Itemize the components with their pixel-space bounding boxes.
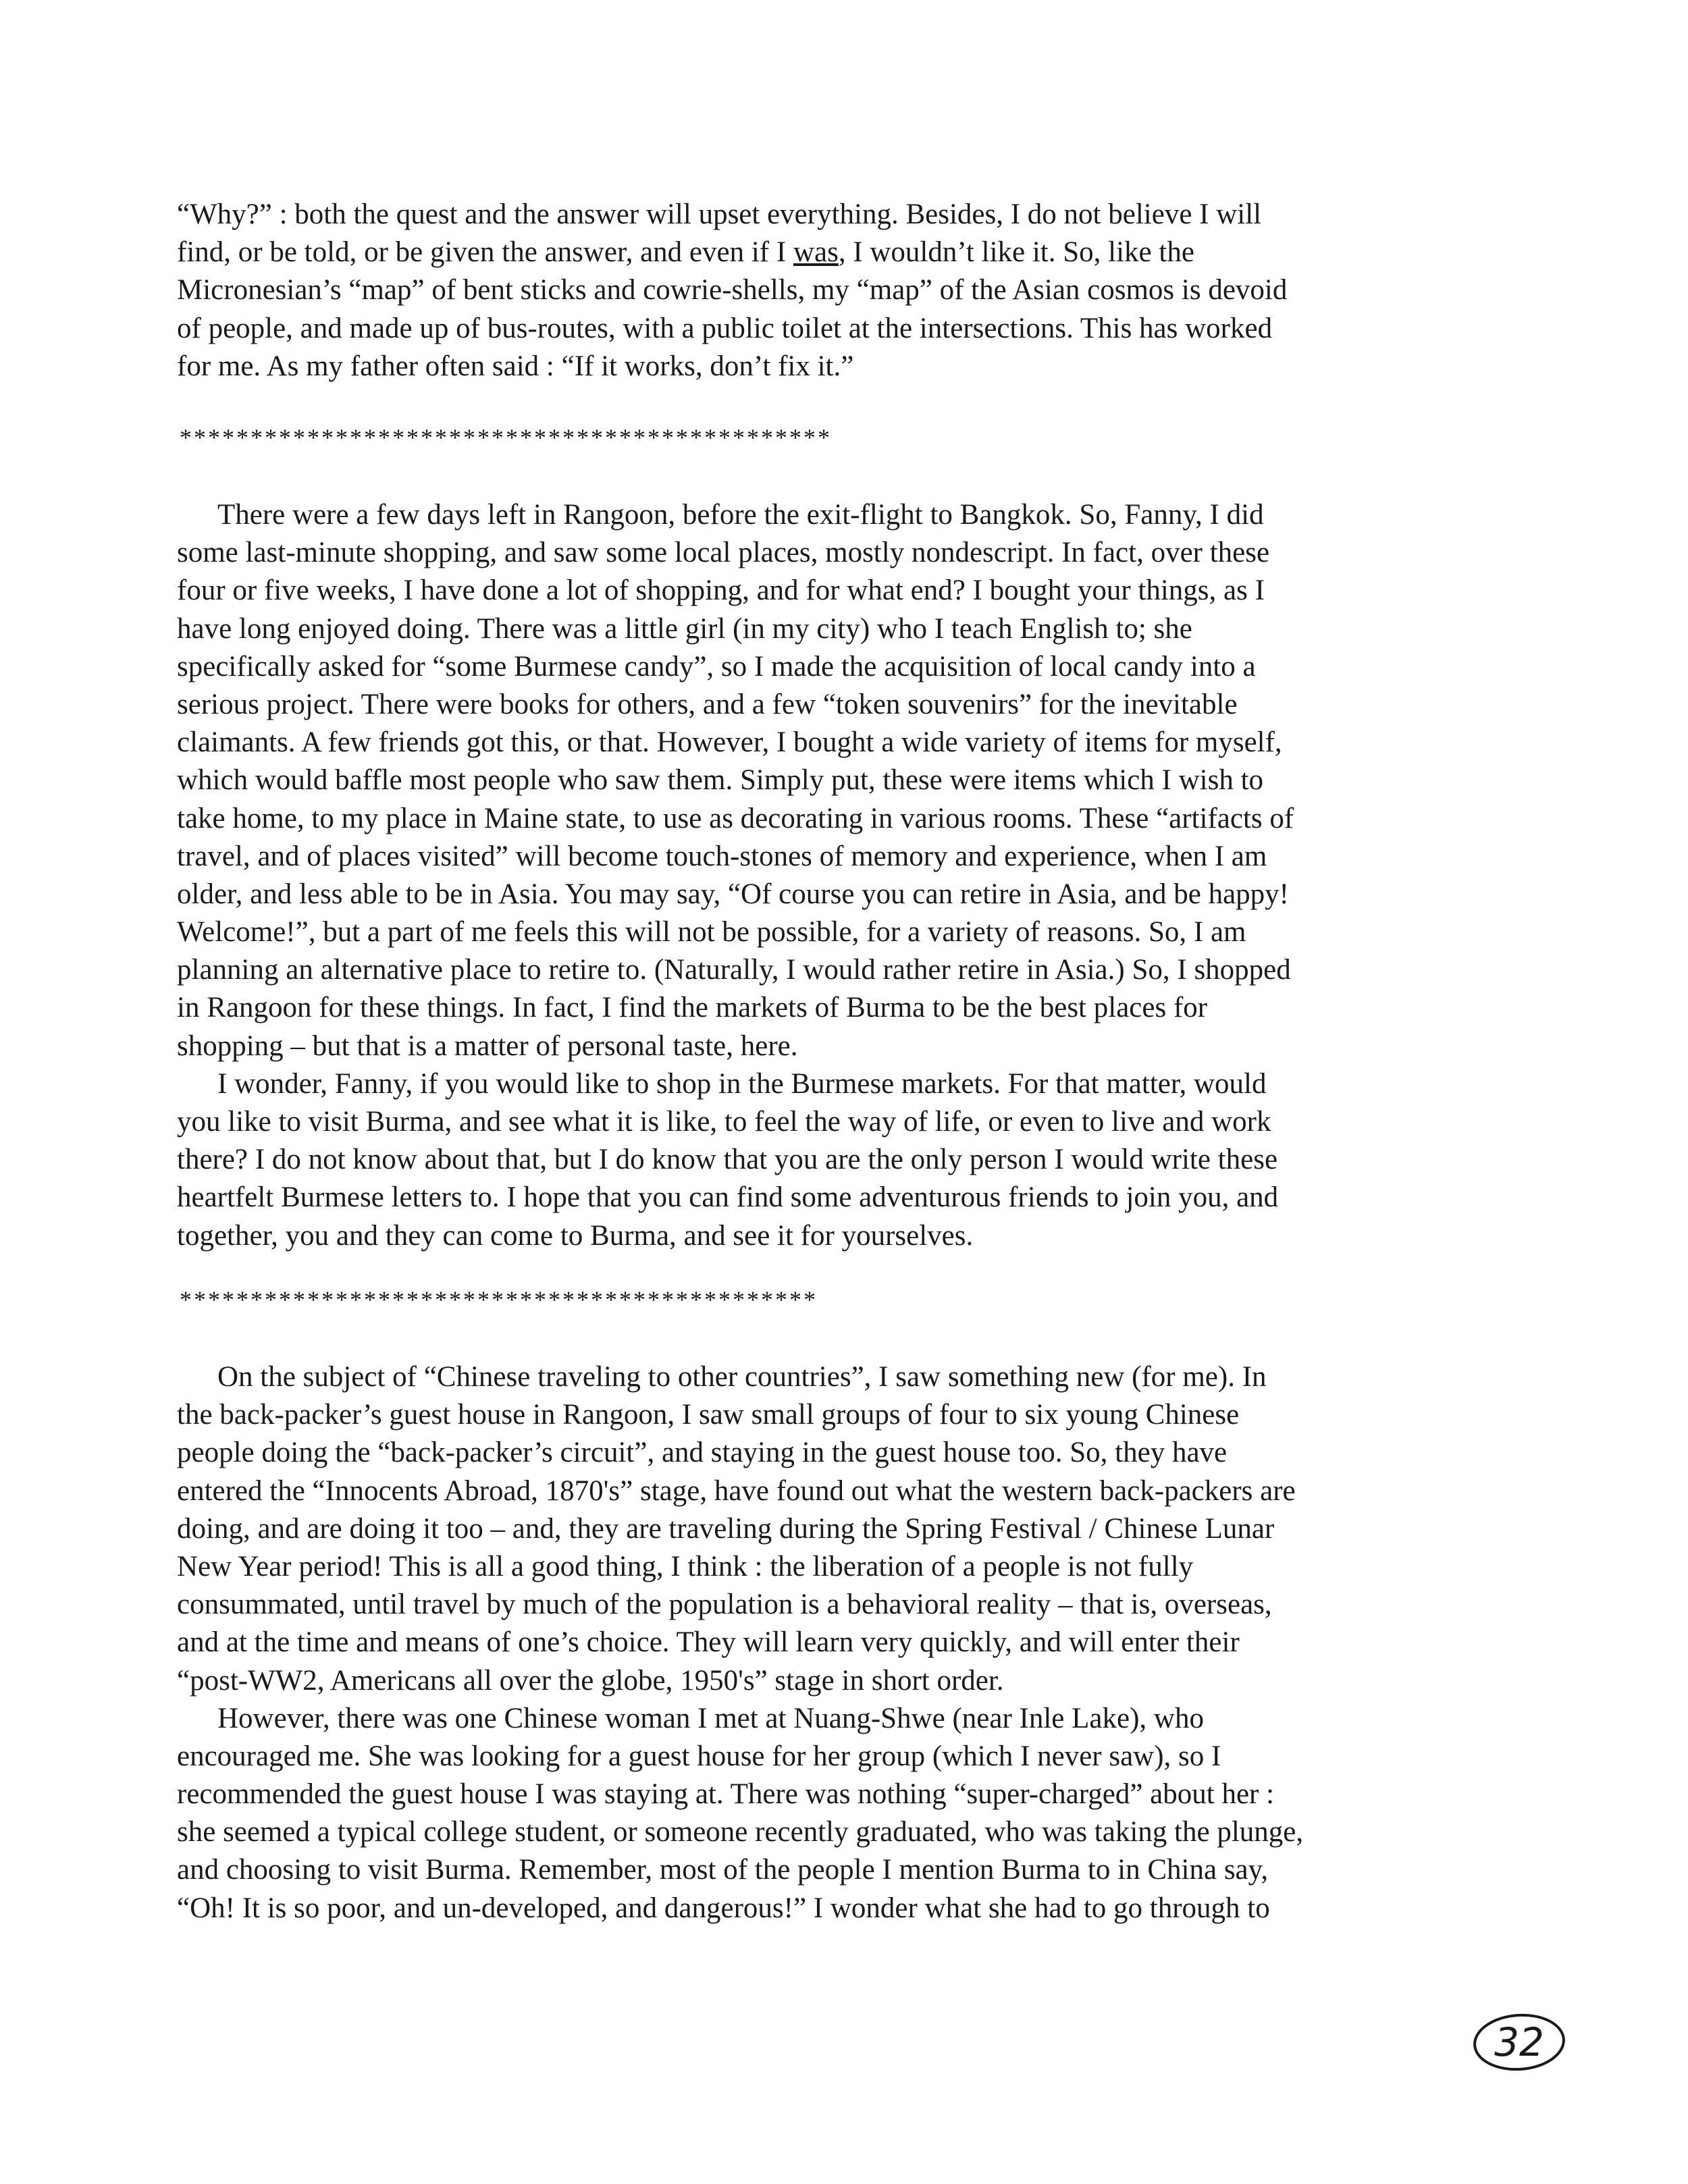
page-number-circle [1469,2008,1570,2076]
text-line: specifically asked for “some Burmese candy”, so I made the acquisition of local candy into a [177,650,1256,683]
page-number: 32 [1494,2019,1544,2065]
text-line: some last-minute shopping, and saw some local places, mostly nondescript. In fact, over these [177,537,1270,569]
section-divider: ********************************************** [180,424,832,451]
text-line: for me. As my father often said : “If it works, don’t fix it.” [177,350,854,382]
text-line: together, you and they can come to Burma, and see it for yourselves. [177,1219,974,1252]
text-line: “Why?” : both the quest and the answer will upset everything. Besides, I do not believe I will [177,198,1262,230]
text-line: you like to visit Burma, and see what it is like, to feel the way of life, or even to live and work [177,1106,1271,1138]
text-line: planning an alternative place to retire to. (Naturally, I would rather retire in Asia.) So, I shopped [177,954,1291,986]
text-line: in Rangoon for these things. In fact, I find the markets of Burma to be the best places for [177,992,1208,1024]
text-line: there? I do not know about that, but I do know that you are the only person I would write these [177,1144,1278,1176]
text-line: “Oh! It is so poor, and un-developed, and dangerous!” I wonder what she had to go through to [177,1892,1270,1924]
text-line: Micronesian’s “map” of bent sticks and cowrie-shells, my “map” of the Asian cosmos is devoid [177,274,1288,307]
text-line: entered the “Innocents Abroad, 1870's” stage, have found out what the western back-packers are [177,1474,1296,1507]
text-line: On the subject of “Chinese traveling to other countries”, I saw something new (for me). In [217,1361,1267,1393]
text-line: “post-WW2, Americans all over the globe, 1950's” stage in short order. [177,1664,1004,1697]
text-line: However, there was one Chinese woman I met at Nuang-Shwe (near Inle Lake), who [217,1702,1204,1734]
text-line: find, or be told, or be given the answer, and even if I was, I wouldn’t like it. So, like the [177,236,1194,269]
text-line: take home, to my place in Maine state, to use as decorating in various rooms. These “artifacts of [177,802,1294,834]
text-line: Welcome!”, but a part of me feels this will not be possible, for a variety of reasons. So, I am [177,916,1246,949]
text-line: and choosing to visit Burma. Remember, most of the people I mention Burma to in China say, [177,1854,1269,1886]
text-line: the back-packer’s guest house in Rangoon, I saw small groups of four to six young Chinese [177,1399,1240,1431]
text-line: recommended the guest house I was staying at. There was nothing “super-charged” about her : [177,1778,1275,1811]
text-line: older, and less able to be in Asia. You may say, “Of course you can retire in Asia, and be happy! [177,878,1289,910]
text-line: have long enjoyed doing. There was a little girl (in my city) who I teach English to; she [177,612,1192,645]
page-number-circled [1469,2008,1570,2076]
text-line: claimants. A few friends got this, or that. However, I bought a wide variety of items for myself, [177,726,1282,759]
text-line: serious project. There were books for others, and a few “token souvenirs” for the inevitable [177,688,1238,720]
text-line: four or five weeks, I have done a lot of shopping, and for what end? I bought your things, as I [177,575,1265,607]
text-line: which would baffle most people who saw them. Simply put, these were items which I wish to [177,764,1264,797]
text-line: shopping – but that is a matter of personal taste, here. [177,1030,798,1062]
text-line: heartfelt Burmese letters to. I hope that you can find some adventurous friends to join you, and [177,1181,1279,1214]
text-line: encouraged me. She was looking for a guest house for her group (which I never saw), so I [177,1740,1221,1772]
text-line: of people, and made up of bus-routes, with a public toilet at the intersections. This has worked [177,312,1273,344]
text-line: doing, and are doing it too – and, they are traveling during the Spring Festival / Chinese Lunar [177,1512,1275,1545]
text-line: There were a few days left in Rangoon, before the exit-flight to Bangkok. So, Fanny, I did [217,499,1264,531]
text-line: I wonder, Fanny, if you would like to shop in the Burmese markets. For that matter, would [217,1067,1267,1100]
text-line: travel, and of places visited” will become touch-stones of memory and experience, when I am [177,840,1267,872]
paragraph-4 [177,1358,1487,1927]
text-line: she seemed a typical college student, or someone recently graduated, who was taking the plunge, [177,1816,1304,1848]
text-line: and at the time and means of one’s choice. They will learn very quickly, and will enter their [177,1626,1240,1659]
paragraph-1 [177,196,1487,385]
text-line: people doing the “back-packer’s circuit”, and staying in the guest house too. So, they have [177,1437,1228,1469]
section-divider: ********************************************* [180,1286,818,1313]
paragraph-2 [177,496,1487,1255]
text-line: New Year period! This is all a good thing, I think : the liberation of a people is not fully [177,1550,1194,1582]
underlined-word: was [793,236,839,269]
text-line: consummated, until travel by much of the population is a behavioral reality – that is, overseas, [177,1589,1272,1621]
